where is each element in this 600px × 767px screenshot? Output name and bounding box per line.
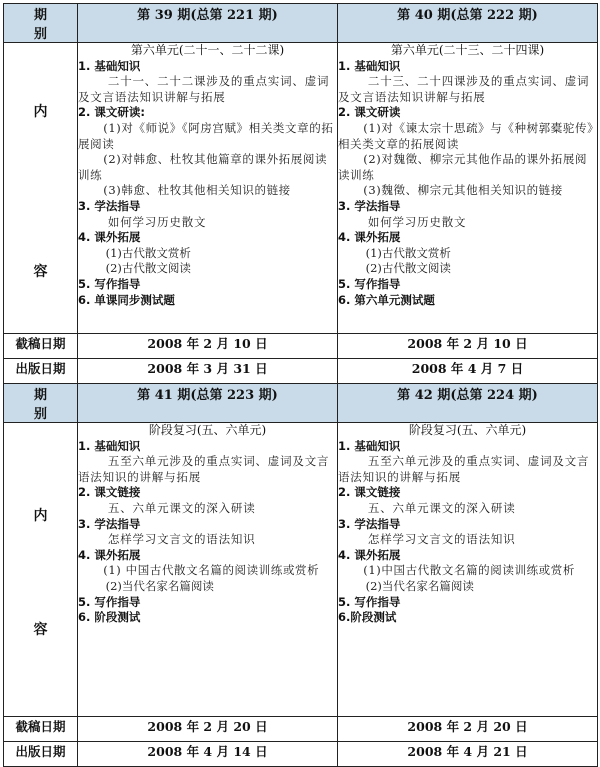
section-heading: 5. 写作指导 <box>78 276 141 291</box>
deadline-value: 2008 年 2 月 10 日 <box>338 334 598 359</box>
section-line: (2)对魏徵、柳宗元其他作品的课外拓展阅读训练 <box>338 152 588 182</box>
issue-title: 第 39 期(总第 221 期) <box>78 4 338 43</box>
content-label-bottom: 容 <box>33 622 48 638</box>
issue-content <box>338 423 598 717</box>
section-line: (2)古代散文阅读 <box>105 261 191 276</box>
section-heading: 4. 课外拓展 <box>78 230 141 245</box>
publish-value: 2008 年 3 月 31 日 <box>78 359 338 384</box>
section-line: 如何学习历史散文 <box>107 214 207 229</box>
section-heading: 5. 写作指导 <box>338 594 401 609</box>
section-line: (2)当代名家名篇阅读 <box>365 578 474 593</box>
header-row <box>4 384 598 423</box>
publish-value: 2008 年 4 月 14 日 <box>78 742 338 767</box>
section-line: (2)古代散文阅读 <box>365 261 451 276</box>
unit-title: 第六单元(二十一、二十二课) <box>130 43 285 57</box>
section-line: (1)中国古代散文名篇的阅读训练或赏析 <box>363 563 575 578</box>
section-heading: 3. 学法指导 <box>338 198 401 213</box>
section-heading: 1. 基础知识 <box>338 438 401 453</box>
section-line: (3)魏徵、柳宗元其他相关知识的链接 <box>363 183 563 198</box>
section-line: (1)古代散文赏析 <box>105 245 191 260</box>
section-heading: 5. 写作指导 <box>78 594 141 609</box>
section-line: (1)对《师说》《阿房宫赋》相关类文章的拓展阅读 <box>78 120 334 151</box>
section-line: 五、六单元课文的深入研读 <box>367 500 516 515</box>
section-heading: 6. 第六单元测试题 <box>338 292 435 307</box>
deadline-row <box>4 717 598 742</box>
publish-value: 2008 年 4 月 21 日 <box>338 742 598 767</box>
period-label: 期 别 <box>4 384 78 423</box>
section-line: 如何学习历史散文 <box>367 214 467 229</box>
content-label <box>4 43 78 334</box>
section-heading: 1. 基础知识 <box>338 58 401 73</box>
schedule-table <box>3 3 598 767</box>
content-label-top: 内 <box>33 104 48 120</box>
content-label <box>4 423 78 717</box>
section-line: (1)古代散文赏析 <box>365 245 451 260</box>
section-line: (1) 中国古代散文名篇的阅读训练或赏析 <box>103 563 320 578</box>
section-heading: 3. 学法指导 <box>78 516 141 531</box>
deadline-label: 截稿日期 <box>4 334 78 359</box>
section-heading: 4. 课外拓展 <box>338 230 401 245</box>
publish-row <box>4 742 598 767</box>
section-line: (3)韩愈、杜牧其他相关知识的链接 <box>103 183 291 198</box>
unit-title: 第六单元(二十三、二十四课) <box>390 43 545 57</box>
content-label-bottom: 容 <box>33 264 48 280</box>
deadline-value: 2008 年 2 月 20 日 <box>338 717 598 742</box>
deadline-row <box>4 334 598 359</box>
section-heading: 1. 基础知识 <box>78 438 141 453</box>
section-line: 五、六单元课文的深入研读 <box>107 500 256 515</box>
section-line: (2)当代名家名篇阅读 <box>105 578 214 593</box>
section-line: 怎样学习文言文的语法知识 <box>107 532 256 547</box>
section-heading: 3. 学法指导 <box>78 198 141 213</box>
section-heading: 2. 课文研读 <box>338 105 401 120</box>
deadline-value: 2008 年 2 月 10 日 <box>78 334 338 359</box>
deadline-label: 截稿日期 <box>4 717 78 742</box>
section-line: 二十一、二十二课涉及的重点实词、虚词及文言语法知识讲解与拓展 <box>78 74 330 104</box>
deadline-value: 2008 年 2 月 20 日 <box>78 717 338 742</box>
section-heading: 2. 课文链接 <box>338 485 401 500</box>
section-heading: 5. 写作指导 <box>338 276 401 291</box>
section-line: 五至六单元涉及的重点实词、虚词及文言语法知识的讲解与拓展 <box>78 454 330 484</box>
issue-title: 第 42 期(总第 224 期) <box>338 384 598 423</box>
section-heading: 6. 单课同步测试题 <box>78 292 175 307</box>
content-row <box>4 43 598 334</box>
section-heading: 1. 基础知识 <box>78 58 141 73</box>
section-heading: 2. 课文链接 <box>78 485 141 500</box>
section-heading: 6.阶段测试 <box>338 610 397 625</box>
section-line: (1)对《谏太宗十思疏》与《种树郭橐驼传》相关类文章的拓展阅读 <box>338 120 594 151</box>
section-heading: 4. 课外拓展 <box>338 547 401 562</box>
section-heading: 6. 阶段测试 <box>78 610 141 625</box>
period-label: 期 别 <box>4 4 78 43</box>
section-heading: 4. 课外拓展 <box>78 547 141 562</box>
issue-title: 第 40 期(总第 222 期) <box>338 4 598 43</box>
unit-title: 阶段复习(五、六单元) <box>148 423 267 437</box>
content-label-top: 内 <box>33 508 48 524</box>
publish-value: 2008 年 4 月 7 日 <box>338 359 598 384</box>
section-line: 二十三、二十四课涉及的重点实词、虚词及文言语法知识讲解与拓展 <box>338 74 590 104</box>
issue-title: 第 41 期(总第 223 期) <box>78 384 338 423</box>
section-line: 五至六单元涉及的重点实词、虚词及文言语法知识的讲解与拓展 <box>338 454 590 484</box>
section-line: (2)对韩愈、杜牧其他篇章的课外拓展阅读训练 <box>78 152 328 182</box>
issue-content <box>78 423 338 717</box>
issue-content <box>78 43 338 334</box>
section-line: 怎样学习文言文的语法知识 <box>367 532 516 547</box>
publish-label: 出版日期 <box>4 742 78 767</box>
section-heading: 3. 学法指导 <box>338 516 401 531</box>
publish-label: 出版日期 <box>4 359 78 384</box>
header-row <box>4 4 598 43</box>
schedule-sheet <box>3 3 597 759</box>
content-row <box>4 423 598 717</box>
section-heading: 2. 课文研读: <box>78 105 145 120</box>
issue-content <box>338 43 598 334</box>
unit-title: 阶段复习(五、六单元) <box>408 423 527 437</box>
publish-row <box>4 359 598 384</box>
